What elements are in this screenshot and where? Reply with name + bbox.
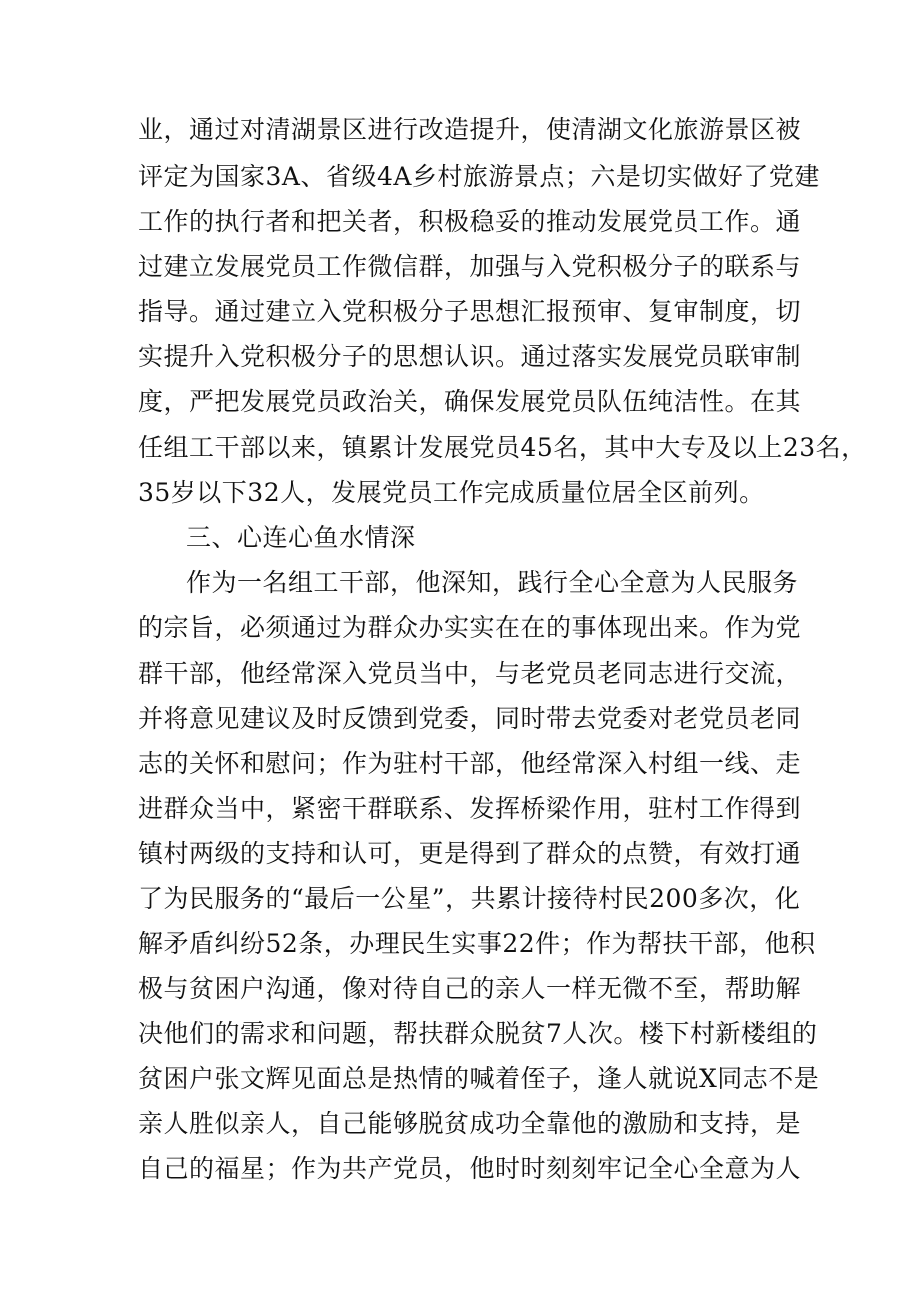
- paragraph-line: 解矛盾纠纷52条，办理民生实事22件；作为帮扶干部，他积: [138, 929, 816, 958]
- paragraph-line: 了为民服务的“最后一公星”，共累计接待村民200多次，化: [138, 884, 801, 913]
- paragraph-line: 决他们的需求和问题，帮扶群众脱贫7人次。楼下村新楼组的: [138, 1019, 818, 1048]
- paragraph-line: 实提升入党积极分子的思想认识。通过落实发展党员联审制: [138, 342, 802, 371]
- paragraph-line: 度，严把发展党员政治关，确保发展党员队伍纯洁性。在其: [138, 387, 802, 416]
- paragraph-line: 过建立发展党员工作微信群，加强与入党积极分子的联系与: [138, 252, 802, 281]
- paragraph-line: 指导。通过建立入党积极分子思想汇报预审、复审制度，切: [138, 297, 802, 326]
- paragraph-line: 群干部，他经常深入党员当中，与老党员老同志进行交流，: [138, 659, 802, 688]
- paragraph-line: 贫困户张文辉见面总是热情的喊着侄子，逢人就说X同志不是: [138, 1064, 820, 1093]
- paragraph-line: 业，通过对清湖景区进行改造提升，使清湖文化旅游景区被: [138, 115, 802, 144]
- paragraph-line: 评定为国家3A、省级4A乡村旅游景点；六是切实做好了党建: [138, 162, 820, 191]
- paragraph-line: 作为一名组工干部，他深知，践行全心全意为人民服务: [186, 568, 799, 597]
- paragraph-line: 极与贫困户沟通，像对待自己的亲人一样无微不至，帮助解: [138, 974, 802, 1003]
- paragraph-line: 35岁以下32人，发展党员工作完成质量位居全区前列。: [138, 478, 765, 507]
- paragraph-line: 工作的执行者和把关者，积极稳妥的推动发展党员工作。通: [138, 207, 802, 236]
- paragraph-line: 进群众当中，紧密干群联系、发挥桥梁作用，驻村工作得到: [138, 794, 802, 823]
- paragraph-line: 镇村两级的支持和认可，更是得到了群众的点赞，有效打通: [138, 839, 802, 868]
- paragraph-line: 自己的福星；作为共产党员，他时时刻刻牢记全心全意为人: [138, 1154, 802, 1183]
- paragraph-line: 任组工干部以来，镇累计发展党员45名，其中大专及以上23名，: [138, 433, 867, 462]
- paragraph-line: 志的关怀和慰问；作为驻村干部，他经常深入村组一线、走: [138, 749, 802, 778]
- paragraph-line: 的宗旨，必须通过为群众办实实在在的事体现出来。作为党: [138, 613, 802, 642]
- section-heading: 三、心连心鱼水情深: [186, 523, 416, 552]
- paragraph-line: 亲人胜似亲人，自己能够脱贫成功全靠他的激励和支持，是: [138, 1109, 802, 1138]
- paragraph-line: 并将意见建议及时反馈到党委，同时带去党委对老党员老同: [138, 704, 802, 733]
